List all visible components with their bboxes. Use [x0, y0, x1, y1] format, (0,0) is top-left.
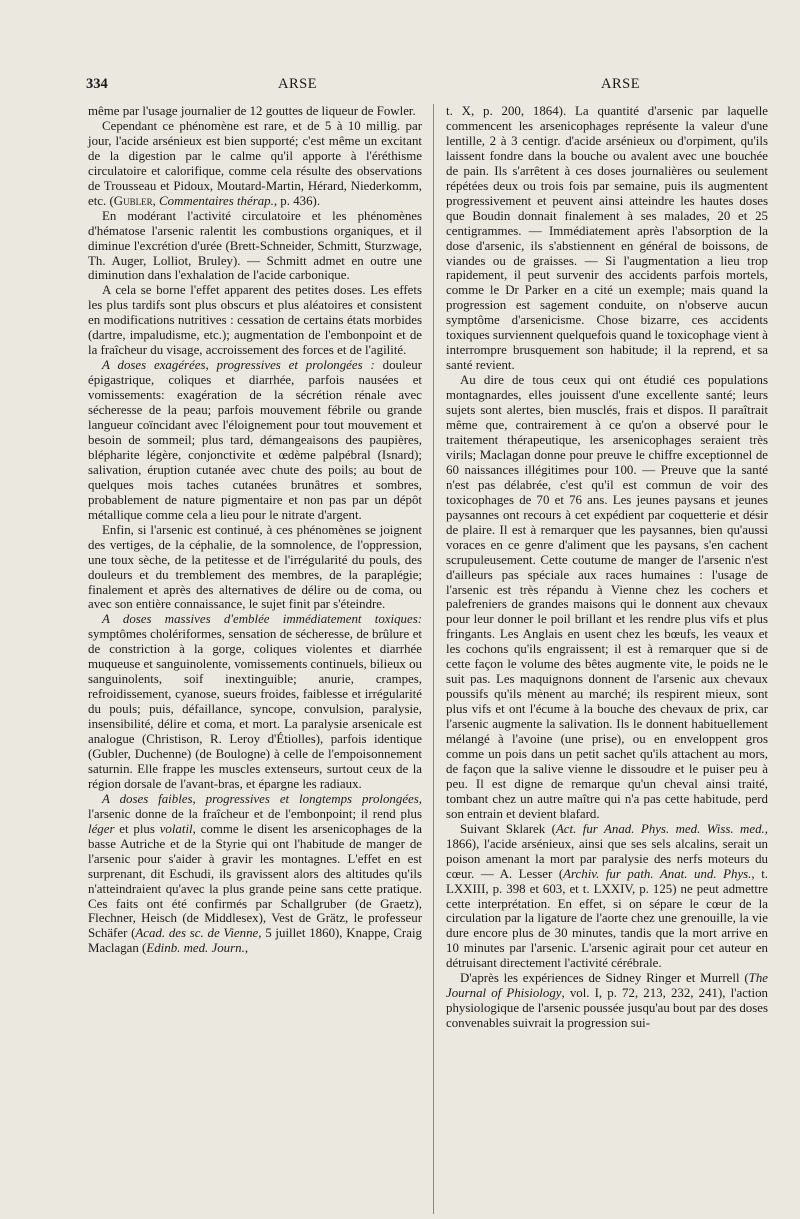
- running-head-left: ARSE: [278, 76, 318, 92]
- running-head-right: ARSE: [601, 76, 641, 92]
- right-column: [446, 104, 768, 1031]
- citation: Archiv. fur path. Anat. und. Phys.: [563, 866, 752, 881]
- citation: The Journal of Phisiology: [446, 971, 768, 1001]
- paragraph: En modérant l'activité circulatoire et les phénomènes d'hématose l'arsenic ralentit les combustions organiques, et il diminue l'excrétion d'urée (Brett-Schneider, Schmitt, Sturzwage, Th. Auger, Lolliot, Bruley). — Schmitt admet en outre une diminution dans l'exhalation de l'acide carbonique.: [88, 208, 422, 283]
- citation: Acad. des sc. de Vienne: [135, 926, 259, 941]
- section-lead: A doses faibles, progressives et longtemps prolongées,: [102, 791, 422, 806]
- citation: Act. fur Anad. Phys. med. Wiss. med.: [555, 821, 765, 836]
- section-lead: A doses massives d'emblée immédiatement toxiques:: [102, 612, 422, 627]
- paragraph: même par l'usage journalier de 12 gouttes de liqueur de Fowler.: [88, 104, 416, 118]
- paragraph: A doses massives d'emblée immédiatement toxiques: symptômes cholériformes, sensation de sécheresse, de brûlure et de constriction à la gorge, coliques violentes et diarrhée muqueuse et sanguinolente, vomissements continuels, bilieux ou sanguinolents, soif inextinguible; anurie, crampes, refroidissement, cyanose, sueurs froides, faiblesse et irrégularité du pouls; puis, défaillance, syncope, convulsion, paralysie, insensibilité, délire et coma, et mort. La paralysie arsenicale est analogue (Christison, R. Leroy d'Étiolles), parfois identique (Gubler, Duchenne) (de Boulogne) à celle de l'empoisonnement saturnin. Elle frappe les muscles extenseurs, surtout ceux de la région dorsale de l'avant-bras, et épargne les radiaux.: [88, 612, 422, 791]
- paragraph: Cependant ce phénomène est rare, et de 5 à 10 millig. par jour, l'acide arsénieux est bien supporté; c'est même un excitant de la digestion par le calme qu'il apporte à l'éréthisme circulatoire et calorifique, comme cela résulte des observations de Trousseau et Pidoux, Moutard-Martin, Hérard, Niederkomm, etc. (Gubler, Commentaires thérap., p. 436).: [88, 118, 422, 208]
- section-lead: A doses exagérées, progressives et prolongées :: [102, 358, 375, 373]
- author-name: Gubler: [113, 193, 153, 208]
- paragraph: Suivant Sklarek (Act. fur Anad. Phys. med. Wiss. med., 1866), l'acide arsénieux, ainsi que ses sels alcalins, serait un poison amenant la mort par paralysie des nerfs moteurs du cœur. — A. Lesser (Archiv. fur path. Anat. und. Phys., t. LXXIII, p. 398 et 603, et t. LXXIV, p. 125) ne peut admettre cette interprétation. En effet, si on sépare le cœur de la circulation par la ligature de l'aorte chez une grenouille, la vie dure encore plus de 30 minutes, tandis que la mort arrive en 10 minutes par l'arsenic. L'arsenic agirait pour cet auteur en détruisant directement l'activité cérébrale.: [446, 821, 769, 971]
- left-column: [88, 104, 422, 956]
- paragraph: Au dire de tous ceux qui ont étudié ces populations montagnardes, elles jouissent d'une excellente santé; leurs sujets sont alertes, bien musclés, frais et dispos. Il paraîtrait même que, contrairement à ce qu'on a observé pour le traitement thérapeutique, les arsenicophages seraient très virils; Maclagan donne pour preuve le chiffre exceptionnel de 60 naissances illégitimes pour 100. — Preuve que la santé n'est pas délabrée, c'est qu'il est commun de voir des toxicophages de 70 et 76 ans. Les jeunes paysans et jeunes paysannes ont recours à cet expédient par coquetterie et désir de plaire. Il est à remarquer que les paysannes, bien qu'aussi voraces en ce genre d'aliment que les paysans, s'en cachent scrupuleusement. Cette coutume de manger de l'arsenic n'est d'ailleurs pas spéciale aux races humaines : l'usage de l'arsenic est très répandu à Vienne chez les cochers et palefreniers de grandes maisons qui le donnent aux chevaux pour leur donner le poil brillant et les rendre plus vifs et plus fringants. Les Anglais en usent chez les bœufs, les veaux et les cochons qu'ils engraissent; il est à remarquer que si de cette façon le volume des bêtes augmente vite, le poids ne le suit pas. Les maquignons donnent de l'arsenic aux chevaux poussifs qu'ils mènent au marché; ils respirent mieux, sont plus vifs et ont l'écume à la bouche des chevaux de prix, car l'arsenic augmente la salivation. Ils le donnent habituellement mélangé à l'avoine (une prise), ou en enveloppent gros comme un pois dans un petit sachet qu'ils attachent au mors, de façon que la salive vienne le dissoudre et le puiser peu à peu. Il est digne de remarque qu'un cheval ainsi traité, tombant chez un autre maître qui n'a pas cette habitude, perd son entrain et devient blafard.: [446, 373, 768, 821]
- paragraph: A doses exagérées, progressives et prolongées : douleur épigastrique, coliques et diarrhée, parfois nausées et vomissements: exagération de la sécrétion rénale avec sécheresse de la peau; parfois mouvement fébrile ou grande langueur coïncidant avec l'éloignement pour tout mouvement et besoin de sommeil; plus tard, démangeaisons des paupières, blépharite légère, conjonctivite et œdème palpébral (Isnard); salivation, éruption cutanée avec chute des poils; au bout de quelques mois taches cutanées brunâtres et sombres, probablement de nature pigmentaire et non pas par un dépôt métallique comme cela a lieu pour le nitrate d'argent.: [88, 358, 422, 522]
- column-divider: [433, 104, 434, 1214]
- paragraph: Enfin, si l'arsenic est continué, à ces phénomènes se joignent des vertiges, de la céphalie, de la somnolence, de l'oppression, une toux sèche, de la petitesse et de l'irrégularité du pouls, des douleurs et du tremblement des membres, de la paraplégie; finalement et après des alternatives de délire ou de coma, ou avec son entière connaissance, le sujet finit par s'éteindre.: [88, 522, 422, 612]
- page-number: 334: [86, 76, 108, 92]
- paragraph: A doses faibles, progressives et longtemps prolongées, l'arsenic donne de la fraîcheur et de l'embonpoint; il rend plus léger et plus volatil, comme le disent les arsenicophages de la basse Autriche et de la Styrie qui ont l'habitude de manger de l'arsenic pour s'aider à gravir les montagnes. L'effet en est surprenant, dit Eschudi, ils gravissent alors des altitudes qu'ils n'atteindraient qu'avec la plus grande peine sans cette pratique. Ces faits ont été confirmés par Schallgruber (de Graetz), Flechner, Heisch (de Middlesex), Vest de Grätz, le professeur Schäfer (Acad. des sc. de Vienne, 5 juillet 1860), Knappe, Craig Maclagan (Edinb. med. Journ.,: [88, 791, 422, 956]
- citation: Commentaires thérap.: [159, 193, 274, 208]
- paragraph: D'après les expériences de Sidney Ringer et Murrell (The Journal of Phisiology, vol. I, p. 72, 213, 232, 241), l'action physiologique de l'arsenic poussée jusqu'au bout par des doses convenables suivrait la progression sui-: [446, 971, 768, 1031]
- citation: Edinb. med. Journ.: [146, 941, 245, 956]
- paragraph: t. X, p. 200, 1864). La quantité d'arsenic par laquelle commencent les arsenicophages représente la valeur d'une lentille, 2 à 3 centigr. d'acide arsénieux ou d'orpiment, qu'ils laissent fondre dans la bouche ou avalent avec une bouchée de pain. Ils s'arrêtent à ces doses journalières ou seulement répétées deux ou trois fois par semaine, puis ils augmentent progressivement et peuvent ainsi atteindre les hautes doses que Boudin donnait finalement à ses malades, 20 et 25 centigrammes. — Immédiatement après l'absorption de la dose d'arsenic, ils s'abstiennent en général de boissons, de viandes ou de graisses. — Si l'augmentation a lieu trop rapidement, il peut survenir des accidents parfois mortels, comme le Dr Parker en a cité un exemple; mais quand la progression est sagement conduite, on n'observe aucun symptôme d'arsenicisme. Chose bizarre, ces accidents toxiques surviennent quelquefois quand le toxicophage vient à interrompre brusquement son habitude; il la reprend, et sa santé revient.: [446, 104, 768, 373]
- paragraph: A cela se borne l'effet apparent des petites doses. Les effets les plus tardifs sont plus obscurs et plus aléatoires et consistent en modifications nutritives : cessation de certains états morbides (dartre, impaludisme, etc.); augmentation de l'embonpoint et de la fraîcheur du visage, accroissement des forces et de l'agilité.: [88, 283, 422, 358]
- page-header: [86, 76, 766, 98]
